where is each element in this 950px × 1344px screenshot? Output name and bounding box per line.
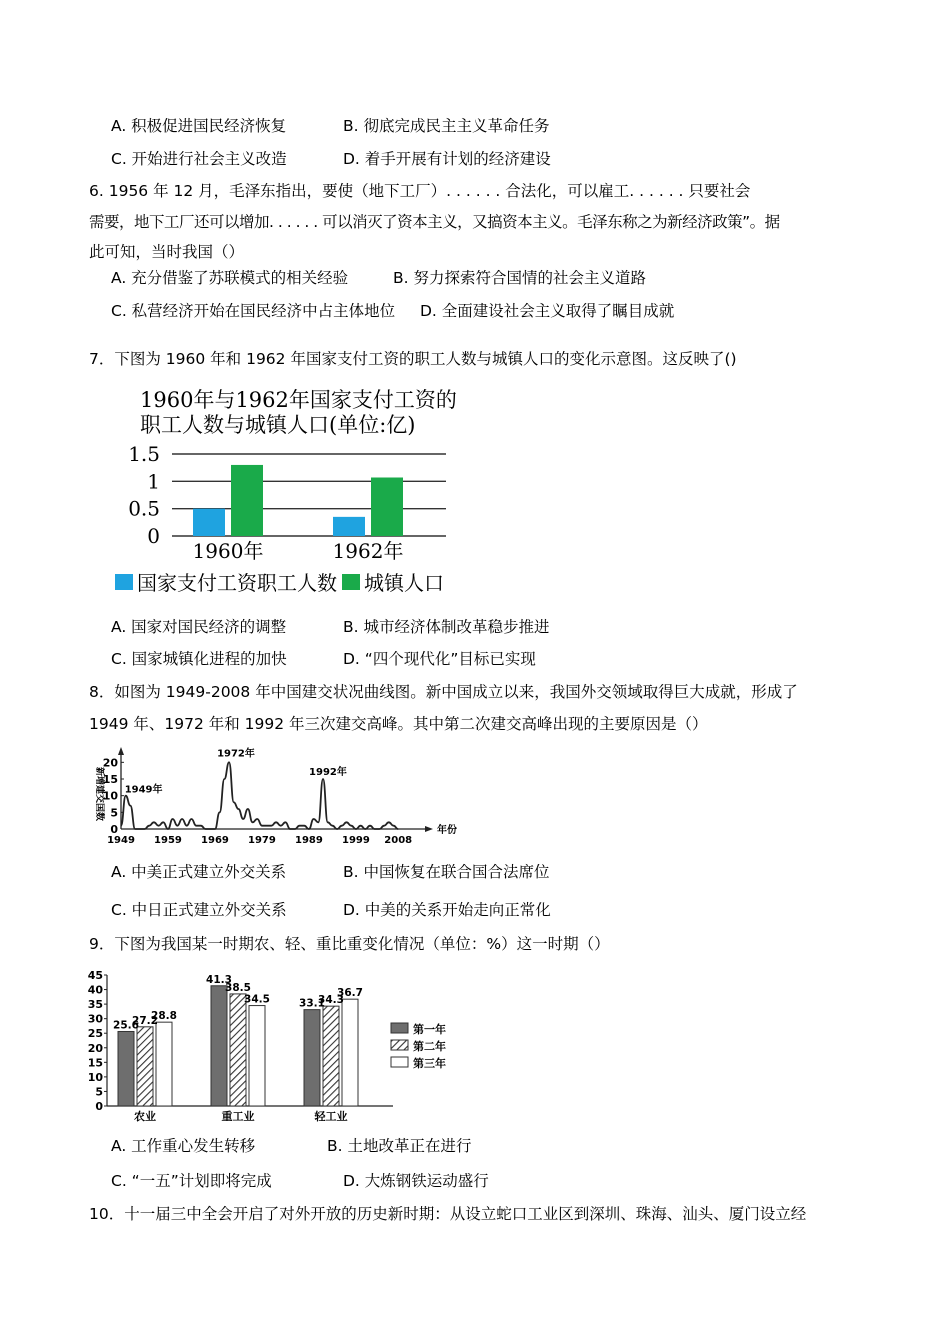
chart8-xtick-label: 1959 [154,835,182,846]
annotation-1949: 1949年 [124,784,163,796]
chart9-bar [137,1027,153,1106]
q6-stem-line-3: 此可知，当时我国（） [89,243,245,261]
chart9-ytick-label: 35 [87,998,103,1012]
chart9-category-label: 重工业 [221,1110,255,1123]
q10-stem: 10．十一届三中全会开启了对外开放的历史新时期：从设立蛇口工业区到深圳、珠海、汕头、厦门设立经 [89,1205,807,1223]
q7-option-c: C. 国家城镇化进程的加快 [111,650,287,668]
chart7-bar [371,478,403,536]
chart9-category-label: 农业 [134,1110,156,1123]
chart8-xtick-label: 1949 [107,835,135,846]
chart9-data-label: 36.7 [337,987,363,1000]
q6-option-b: B. 努力探索符合国情的社会主义道路 [393,269,646,287]
employment-urban-population-chart [110,380,480,595]
chart8-series-line [121,762,398,829]
q9-option-b: B. 土地改革正在进行 [327,1137,472,1155]
q8-stem-line-2: 1949 年、1972 年和 1992 年三次建交高峰。其中第二次建交高峰出现的主要原因是（） [89,715,708,733]
q8-option-c: C. 中日正式建立外交关系 [111,901,287,919]
chart9-ytick-label: 10 [87,1070,103,1084]
chart9-data-label: 34.3 [318,994,344,1007]
chart9-legend-swatch [391,1023,408,1033]
chart9-legend-label: 第二年 [413,1040,446,1053]
chart9-data-label: 33.1 [299,997,325,1010]
q8-stem-line-1: 8．如图为 1949-2008 年中国建交状况曲线图。新中国成立以来，我国外交领域取得巨大成就，形成了 [89,683,798,701]
chart9-bar [211,986,227,1106]
chart8-x-arrow [425,826,433,832]
chart9-bar [304,1010,320,1106]
annotation-1972: 1972年 [217,748,255,760]
q6-option-d: D. 全面建设社会主义取得了瞩目成就 [420,302,675,320]
q8-option-b: B. 中国恢复在联合国合法席位 [343,863,550,881]
chart7-ytick-label: 1.5 [128,442,160,466]
q5-option-a: A. 积极促进国民经济恢复 [111,117,287,135]
q9-option-c: C. “一五”计划即将完成 [111,1172,272,1190]
chart9-data-label: 25.6 [113,1019,139,1032]
chart7-ytick-label: 1 [147,469,160,494]
chart9-legend-swatch [391,1057,408,1067]
chart8-y-arrow [118,747,124,755]
chart7-legend-label: 城镇人口 [364,571,444,595]
chart9-ytick-label: 30 [87,1012,103,1026]
q8-option-a: A. 中美正式建立外交关系 [111,863,287,881]
chart7-ytick-label: 0.5 [128,496,160,521]
q5-option-c: C. 开始进行社会主义改造 [111,150,287,168]
chart7-title-line-1: 1960年与1962年国家支付工资的 [140,388,457,412]
chart9-legend-label: 第三年 [413,1057,446,1070]
chart9-ytick-label: 20 [87,1041,103,1055]
chart8-xtick-label: 1969 [201,835,229,846]
chart9-category-label: 轻工业 [314,1110,348,1123]
chart7-legend-swatch [342,574,360,590]
q6-option-a: A. 充分借鉴了苏联模式的相关经验 [111,269,349,287]
q7-stem: 7．下图为 1960 年和 1962 年国家支付工资的职工人数与城镇人口的变化示意图。这反映了() [89,350,737,368]
chart9-ytick-label: 0 [95,1100,103,1113]
q9-stem: 9．下图为我国某一时期农、轻、重比重变化情况（单位：%）这一时期（） [89,935,610,953]
chart8-xtick-label: 1979 [248,835,276,846]
chart9-data-label: 27.2 [132,1014,158,1027]
q6-stem-line-1: 6. 1956 年 12 月，毛泽东指出，要使（地下工厂）. . . . . . 合法化，可以雇工. . . . . . 只要社会 [89,182,751,200]
q5-option-b: B. 彻底完成民主主义革命任务 [343,117,550,135]
chart8-xtick-label: 1989 [295,835,323,846]
chart9-ytick-label: 15 [87,1056,103,1070]
chart8-ytick-label: 10 [102,789,118,803]
chart8-xtick-label: 1999 [341,835,370,846]
q7-option-d: D. “四个现代化”目标已实现 [343,650,536,668]
q9-option-a: A. 工作重心发生转移 [111,1137,256,1155]
q6-option-c: C. 私营经济开始在国民经济中占主体地位 [111,302,396,320]
chart7-bar [333,517,365,536]
annotation-1992: 1992年 [309,767,347,778]
chart9-ytick-label: 40 [87,983,103,997]
chart9-legend-label: 第一年 [413,1023,446,1036]
q8-option-d: D. 中美的关系开始走向正常化 [343,901,551,919]
chart9-data-label: 28.8 [151,1010,177,1023]
chart7-title-line-2: 职工人数与城镇人口(单位:亿) [140,413,416,437]
chart9-legend-swatch [391,1040,408,1050]
chart9-ytick-label: 45 [87,969,103,982]
industry-ratio-bar-chart [85,965,465,1125]
chart9-ytick-label: 25 [87,1027,103,1041]
q7-option-a: A. 国家对国民经济的调整 [111,618,287,636]
chart9-data-label: 38.5 [225,981,251,994]
chart7-legend-label: 国家支付工资职工人数 [137,571,337,595]
chart9-bar [342,999,358,1106]
chart8-ytick-label: 5 [110,806,118,820]
diplomatic-relations-line-chart [85,745,465,850]
chart8-ylabel: 新增建交国数 [94,767,104,822]
chart9-bar [249,1006,265,1106]
chart9-data-label: 34.5 [244,993,270,1006]
chart8-ytick-label: 0 [110,823,118,836]
chart9-bar [118,1031,134,1106]
chart9-bar [323,1006,339,1106]
chart7-bar [193,509,225,536]
chart9-ytick-label: 5 [95,1085,103,1099]
q5-option-d: D. 着手开展有计划的经济建设 [343,150,551,168]
chart7-category-label: 1960年 [192,539,264,563]
chart7-bar [231,465,263,536]
chart7-legend-swatch [115,574,133,590]
q6-stem-line-2: 需要，地下工厂还可以增加. . . . . . 可以消灭了资本主义，又搞资本主义。毛泽东称之为新经济政策”。据 [89,213,780,231]
chart8-xlabel: 年份 [437,825,457,836]
q7-option-b: B. 城市经济体制改革稳步推进 [343,618,550,636]
chart7-category-label: 1962年 [332,539,404,563]
chart8-xtick-label: 2008 [384,835,413,846]
q9-option-d: D. 大炼钢铁运动盛行 [343,1172,489,1190]
chart7-ytick-label: 0 [147,524,160,548]
chart8-ytick-label: 15 [102,773,118,786]
chart9-bar [230,994,246,1106]
chart8-ytick-label: 20 [102,756,118,770]
chart9-bar [156,1022,172,1106]
chart9-data-label: 41.3 [206,973,232,986]
